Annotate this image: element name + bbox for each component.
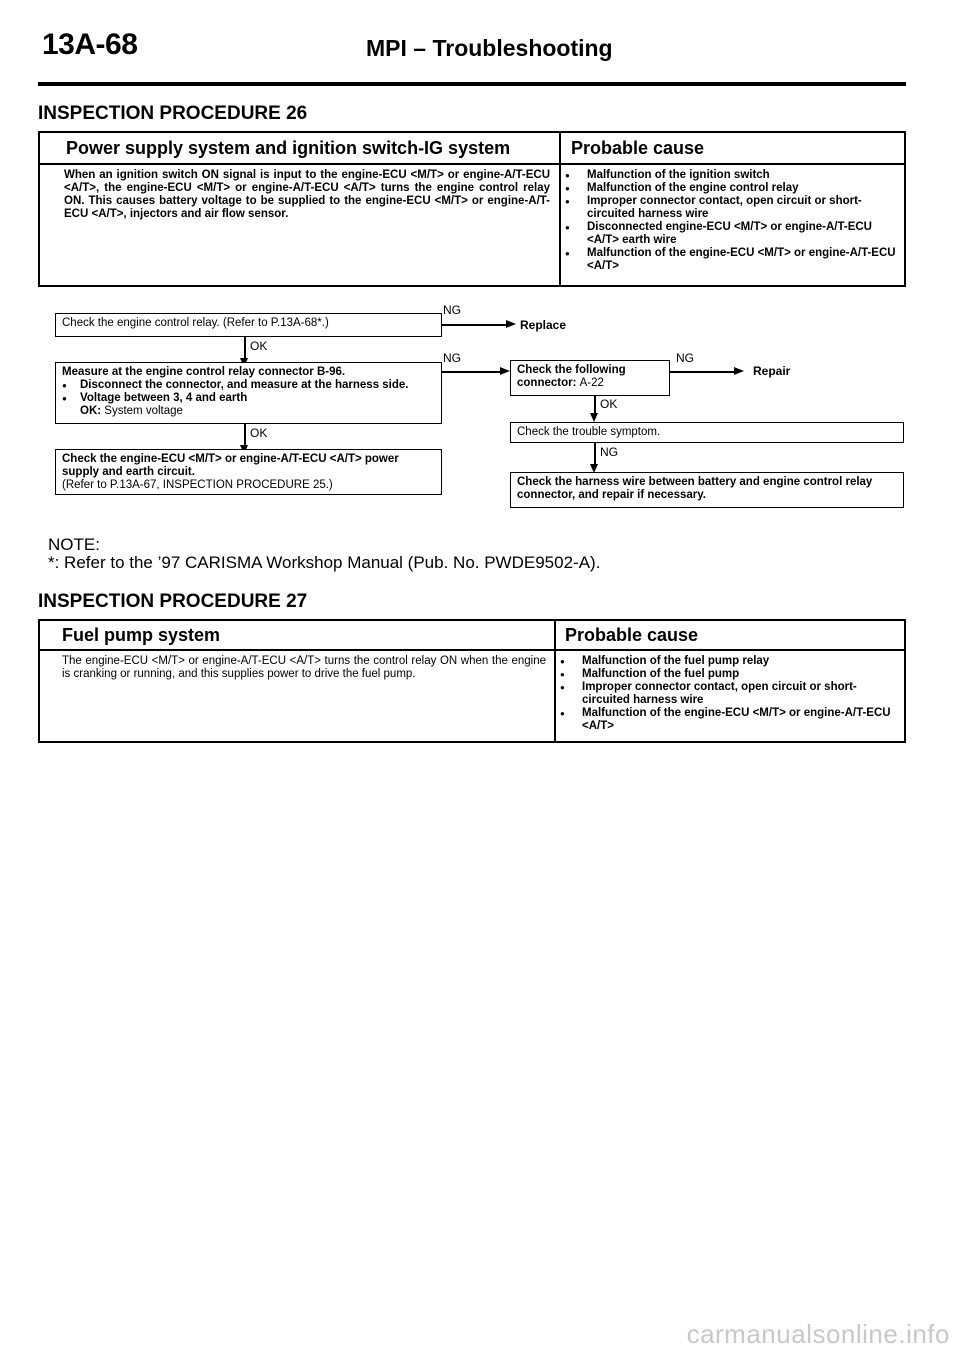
note-text: *: Refer to the ’97 CARISMA Workshop Manual (Pub. No. PWDE9502-A). [48, 553, 601, 572]
arrow-right-icon [500, 367, 510, 375]
repair-action: Repair [753, 364, 791, 378]
check-connector-box: Check the following connector: A-22 [510, 360, 670, 396]
check-ecu-power-supply-box: Check the engine-ECU <M/T> or engine-A/T-ECU <A/T> power supply and earth circuit. (Refer to P.13A-67, INSPECTION PROCEDURE 25.) [55, 449, 442, 495]
probable-cause-list [559, 169, 899, 273]
arrow-right-icon [734, 367, 744, 375]
ok-label: OK [250, 426, 268, 440]
ng-label: NG [600, 445, 618, 459]
probable-cause-list [554, 655, 900, 733]
ng-connector-line [442, 371, 502, 373]
system-description: When an ignition switch ON signal is input to the engine-ECU <M/T> or engine-A/T-ECU <A/T>, the engine-ECU <M/T> or engine-A/T-ECU <A/T> turns the engine control relay ON. This causes battery voltage to be supplied to the engine-ECU <M/T> or engine-A/T-ECU <A/T>, injectors and air flow sensor. [64, 169, 550, 220]
cause-item: ● Disconnected engine-ECU <M/T> or engine-A/T-ECU <A/T> earth wire [559, 221, 899, 247]
system-name-header: Power supply system and ignition switch-IG system [66, 138, 511, 158]
page-number: 13A-68 [42, 28, 138, 61]
cause-item: ● Malfunction of the ignition switch [559, 169, 899, 182]
probable-cause-header: Probable cause [571, 138, 705, 158]
cause-item: ● Malfunction of the engine-ECU <M/T> or engine-A/T-ECU <A/T> [554, 707, 900, 733]
procedure-27-heading: INSPECTION PROCEDURE 27 [38, 591, 308, 612]
cause-item: ● Improper connector contact, open circuit or short-circuited harness wire [554, 681, 900, 707]
system-name-header: Fuel pump system [62, 625, 221, 645]
ng-label: NG [443, 303, 461, 317]
check-engine-control-relay-box: Check the engine control relay. (Refer to P.13A-68*.) [55, 313, 442, 337]
ng-connector-line [442, 324, 508, 326]
header-divider [38, 82, 906, 86]
ng-label: NG [443, 351, 461, 365]
page-title: MPI – Troubleshooting [366, 35, 613, 61]
arrow-right-icon [506, 320, 516, 328]
cause-item: ● Malfunction of the engine control relay [559, 182, 899, 195]
watermark-text: carmanualsonline.info [686, 1319, 950, 1349]
ng-connector-line [670, 371, 736, 373]
procedure-26-table [38, 131, 906, 287]
cause-item: ● Malfunction of the fuel pump relay [554, 655, 900, 668]
check-trouble-symptom-box: Check the trouble symptom. [510, 422, 904, 443]
replace-action: Replace [520, 318, 567, 332]
probable-cause-header: Probable cause [565, 625, 699, 645]
measure-relay-connector-box: Measure at the engine control relay connector B-96. ● Disconnect the connector, and measure at the harness side. ● Voltage between 3, 4 and earth OK: System voltage [55, 362, 442, 424]
check-harness-wire-box: Check the harness wire between battery and engine control relay connector, and repair if necessary. [510, 472, 904, 508]
ok-label: OK [250, 339, 268, 353]
cause-item: ● Improper connector contact, open circuit or short-circuited harness wire [559, 195, 899, 221]
system-description: The engine-ECU <M/T> or engine-A/T-ECU <A/T> turns the control relay ON when the engine is cranking or running, and this supplies power to drive the fuel pump. [62, 655, 546, 680]
cause-item: ● Malfunction of the engine-ECU <M/T> or engine-A/T-ECU <A/T> [559, 247, 899, 273]
ng-label: NG [676, 351, 694, 365]
ok-label: OK [600, 397, 618, 411]
procedure-27-table [38, 619, 906, 743]
procedure-26-heading: INSPECTION PROCEDURE 26 [38, 103, 308, 124]
arrow-down-icon [590, 413, 598, 422]
note-label: NOTE: [48, 535, 100, 554]
cause-item: ● Malfunction of the fuel pump [554, 668, 900, 681]
